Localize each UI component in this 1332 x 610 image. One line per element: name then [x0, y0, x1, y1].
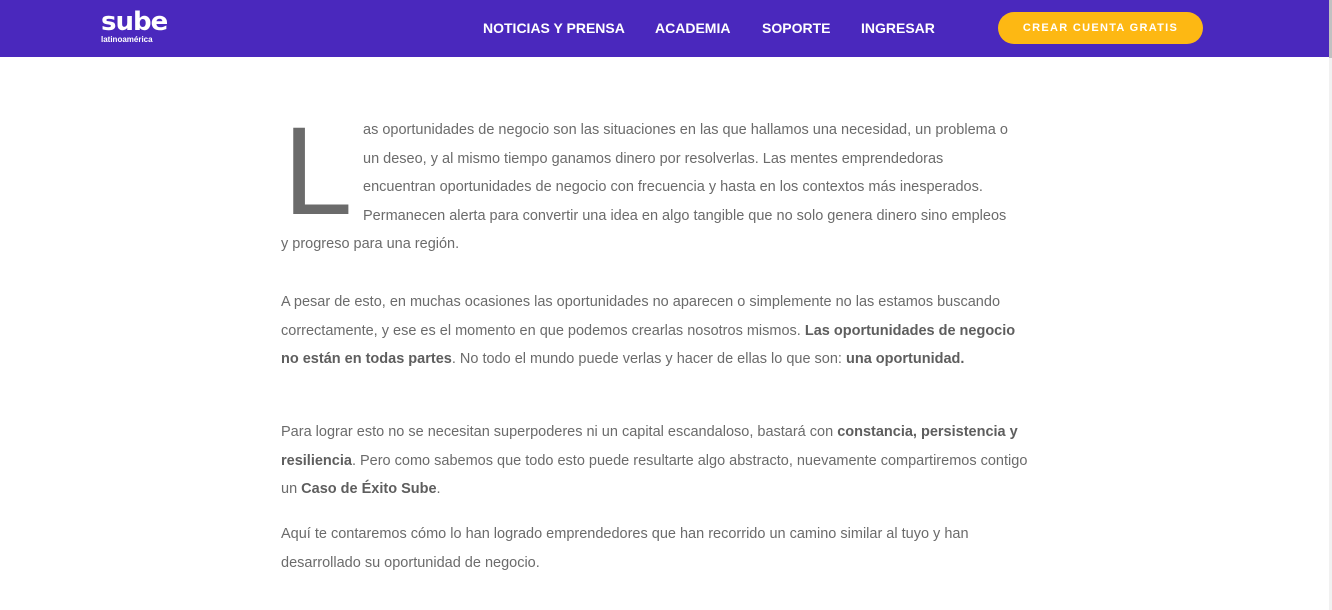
text-run: . Pero como sabemos que todo esto puede resultarte algo abstracto, nuevamente compartiremos contigo un	[281, 452, 1028, 498]
text-run: .	[436, 481, 441, 498]
intro-line: y progreso para una región.	[281, 236, 460, 252]
intro-line: un deseo, y al mismo tiempo ganamos dinero por resolverlas. Las mentes emprendedoras	[363, 150, 944, 167]
nav-link-noticias[interactable]: NOTICIAS Y PRENSA	[483, 20, 625, 36]
text-run: Para lograr esto no se necesitan superpoderes ni un capital escandaloso, bastará con	[281, 424, 838, 440]
logo-wordmark: sube	[101, 7, 168, 37]
paragraph-4: Aquí te contaremos cómo lo han logrado emprendedores que han recorrido un camino similar al tuyo y han desarrollado su oportunidad de negocio.	[281, 526, 969, 571]
top-navbar	[0, 0, 1329, 57]
intro-line: encuentran oportunidades de negocio con frecuencia y hasta en los contextos más inesperados.	[363, 179, 983, 195]
intro-line: as oportunidades de negocio son las situaciones en las que hallamos una necesidad, un problema o	[363, 122, 1008, 138]
bold-text: Caso de Éxito Sube	[301, 481, 437, 498]
text-run: . No todo el mundo puede verlas y hacer de ellas lo que son:	[451, 351, 846, 368]
drop-cap-letter: L	[283, 102, 353, 241]
sube-logo[interactable]	[101, 9, 167, 44]
nav-link-soporte[interactable]: SOPORTE	[762, 20, 831, 36]
bold-text: constancia, persistencia y resiliencia	[281, 424, 1018, 469]
article-body	[281, 102, 1033, 571]
logo-tagline: latinoamérica	[101, 35, 153, 44]
text-run: A pesar de esto, en muchas ocasiones las oportunidades no aparecen o simplemente no las estamos buscando correctamente, y ese es el momento en que podemos crearlas nosotros mismos.	[281, 294, 1001, 339]
bold-text: una oportunidad.	[846, 351, 965, 368]
bold-text: Las oportunidades de negocio no están en todas partes	[281, 322, 1016, 368]
nav-link-ingresar[interactable]: INGRESAR	[861, 20, 935, 36]
intro-paragraph	[281, 102, 1033, 261]
paragraph-2	[281, 288, 1033, 374]
intro-line: Permanecen alerta para convertir una idea en algo tangible que no solo genera dinero sino empleos	[363, 207, 1007, 224]
paragraph-3	[281, 418, 1033, 504]
nav-link-academia[interactable]: ACADEMIA	[655, 20, 731, 36]
create-account-button[interactable]: CREAR CUENTA GRATIS	[998, 12, 1203, 44]
